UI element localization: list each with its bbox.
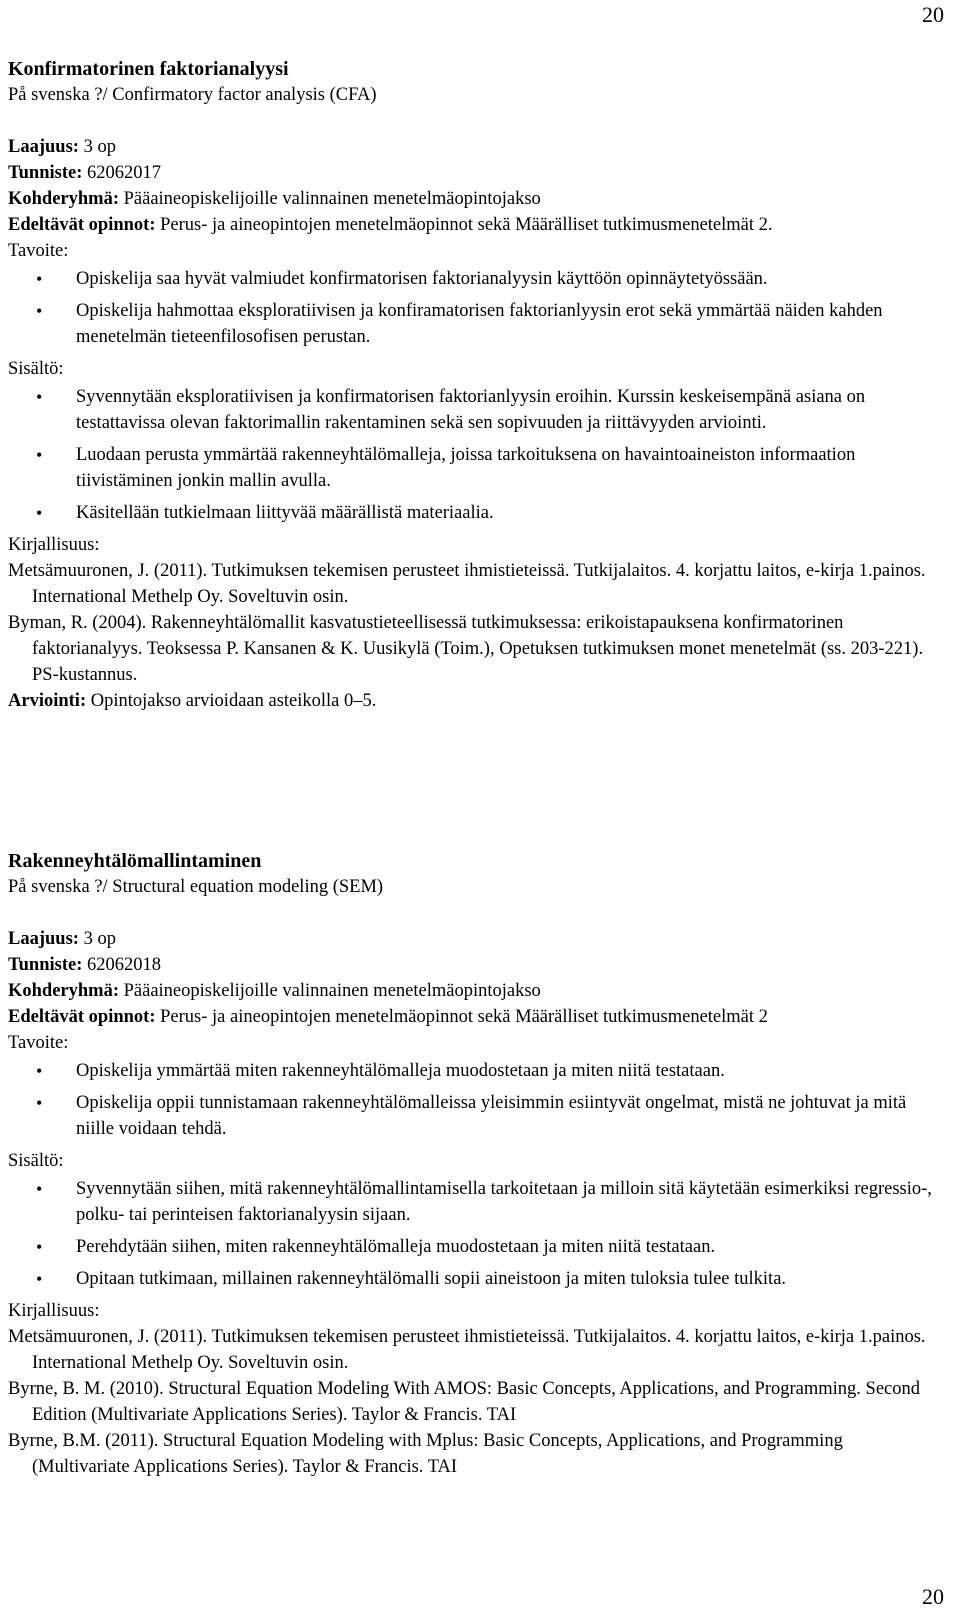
content-item: • Perehdytään siihen, miten rakenneyhtälömalleja muodostetaan ja miten niitä testataan. xyxy=(8,1234,940,1260)
swedish-title: På svenska ?/ Confirmatory factor analysis (CFA) xyxy=(8,85,377,105)
literature-item: Metsämuuronen, J. (2011). Tutkimuksen tekemisen perusteet ihmistieteissä. Tutkijalaitos. 4. korjattu laitos, e-kirja 1.painos. International Methelp Oy. Soveltuvin osin. xyxy=(8,1327,926,1373)
code-value: 62062017 xyxy=(82,163,162,183)
goals-list xyxy=(8,266,940,350)
credits-label: Laajuus: xyxy=(8,929,79,949)
literature-heading: Kirjallisuus: xyxy=(8,1301,100,1321)
target-value: Pääaineopiskelijoille valinnainen menetelmäopintojakso xyxy=(119,189,541,209)
page-number-top: 20 xyxy=(922,2,944,27)
content-item: • Syvennytään siihen, mitä rakenneyhtälömallintamisella tarkoitetaan ja milloin sitä käytetään esimerkiksi regressio-, polku- tai perinteisen faktorianalyysin sijaan. xyxy=(8,1176,940,1228)
page-number-bottom: 20 xyxy=(922,1584,944,1609)
goal-item: • Opiskelija saa hyvät valmiudet konfirmatorisen faktorianalyysin käyttöön opinnäytetyössään. xyxy=(8,266,940,292)
target-value: Pääaineopiskelijoille valinnainen menetelmäopintojakso xyxy=(119,981,541,1001)
prereq-value: Perus- ja aineopintojen menetelmäopinnot sekä Määrälliset tutkimusmenetelmät 2 xyxy=(155,1007,768,1027)
code-label: Tunniste: xyxy=(8,955,83,975)
evaluation-value: Opintojakso arvioidaan asteikolla 0–5. xyxy=(86,691,377,711)
prereq-row xyxy=(8,1004,940,1030)
goals-heading: Tavoite: xyxy=(8,1033,69,1053)
content-heading: Sisältö: xyxy=(8,1151,64,1171)
prereq-label: Edeltävät opinnot: xyxy=(8,215,156,235)
goal-item: • Opiskelija oppii tunnistamaan rakenneyhtälömalleissa yleisimmin esiintyvät ongelmat, mistä ne johtuvat ja mitä niille voidaan tehdä. xyxy=(8,1090,940,1142)
content-item: • Luodaan perusta ymmärtää rakenneyhtälömalleja, joissa tarkoituksena on havaintoaineiston informaation tiivistäminen jonkin mallin avulla. xyxy=(8,442,940,494)
literature-item: Metsämuuronen, J. (2011). Tutkimuksen tekemisen perusteet ihmistieteissä. Tutkijalaitos. 4. korjattu laitos, e-kirja 1.painos. International Methelp Oy. Soveltuvin osin. xyxy=(8,561,926,607)
target-row xyxy=(8,978,940,1004)
credits-value: 3 op xyxy=(78,137,116,157)
literature-heading: Kirjallisuus: xyxy=(8,535,100,555)
target-row xyxy=(8,186,940,212)
literature-item: Byrne, B. M. (2010). Structural Equation Modeling With AMOS: Basic Concepts, Applications, and Programming. Second Edition (Multivariate Applications Series). Taylor & Francis. TAI xyxy=(8,1379,921,1425)
course-title: Konfirmatorinen faktorianalyysi xyxy=(8,58,289,80)
target-label: Kohderyhmä: xyxy=(8,189,119,209)
swedish-title: På svenska ?/ Structural equation modeling (SEM) xyxy=(8,877,384,897)
credits-value: 3 op xyxy=(78,929,116,949)
content-heading: Sisältö: xyxy=(8,359,64,379)
code-row xyxy=(8,952,940,978)
prereq-label: Edeltävät opinnot: xyxy=(8,1007,156,1027)
course-sem xyxy=(8,848,940,1480)
credits-label: Laajuus: xyxy=(8,137,79,157)
literature-item: Byrne, B.M. (2011). Structural Equation Modeling with Mplus: Basic Concepts, Applications, and Programming (Multivariate Applications Series). Taylor & Francis. TAI xyxy=(8,1431,843,1477)
content-item: • Käsitellään tutkielmaan liittyvää määrällistä materiaalia. xyxy=(8,500,940,526)
prereq-row xyxy=(8,212,940,238)
goals-list xyxy=(8,1058,940,1142)
content-item: • Syvennytään eksploratiivisen ja konfirmatorisen faktorianlyysin eroihin. Kurssin keskeisempänä asiana on testattavissa olevan faktorimallin rakentaminen sekä sen sopivuuden ja riittävyyden arviointi. xyxy=(8,384,940,436)
content-item: • Opitaan tutkimaan, millainen rakenneyhtälömalli sopii aineistoon ja miten tuloksia tulee tulkita. xyxy=(8,1266,940,1292)
goal-item: • Opiskelija ymmärtää miten rakenneyhtälömalleja muodostetaan ja miten niitä testataan. xyxy=(8,1058,940,1084)
course-cfa xyxy=(8,56,940,714)
course-title: Rakenneyhtälömallintaminen xyxy=(8,850,262,872)
evaluation-row xyxy=(8,688,940,714)
credits-row xyxy=(8,134,940,160)
code-value: 62062018 xyxy=(82,955,162,975)
goal-item: • Opiskelija hahmottaa eksploratiivisen ja konfiramatorisen faktorianlyysin erot sekä ymmärtää näiden kahden menetelmän tieteenfilosofisen perustan. xyxy=(8,298,940,350)
target-label: Kohderyhmä: xyxy=(8,981,119,1001)
goals-heading: Tavoite: xyxy=(8,241,69,261)
content-list xyxy=(8,1176,940,1292)
code-label: Tunniste: xyxy=(8,163,83,183)
credits-row xyxy=(8,926,940,952)
code-row xyxy=(8,160,940,186)
literature-item: Byman, R. (2004). Rakenneyhtälömallit kasvatustieteellisessä tutkimuksessa: erikoistapauksena konfirmatorinen faktorianalyys. Teoksessa P. Kansanen & K. Uusikylä (Toim.), Opetuksen tutkimuksen monet menetelmät (ss. 203-221). PS-kustannus. xyxy=(8,613,924,685)
evaluation-label: Arviointi: xyxy=(8,691,87,711)
prereq-value: Perus- ja aineopintojen menetelmäopinnot sekä Määrälliset tutkimusmenetelmät 2. xyxy=(155,215,773,235)
content-list xyxy=(8,384,940,526)
